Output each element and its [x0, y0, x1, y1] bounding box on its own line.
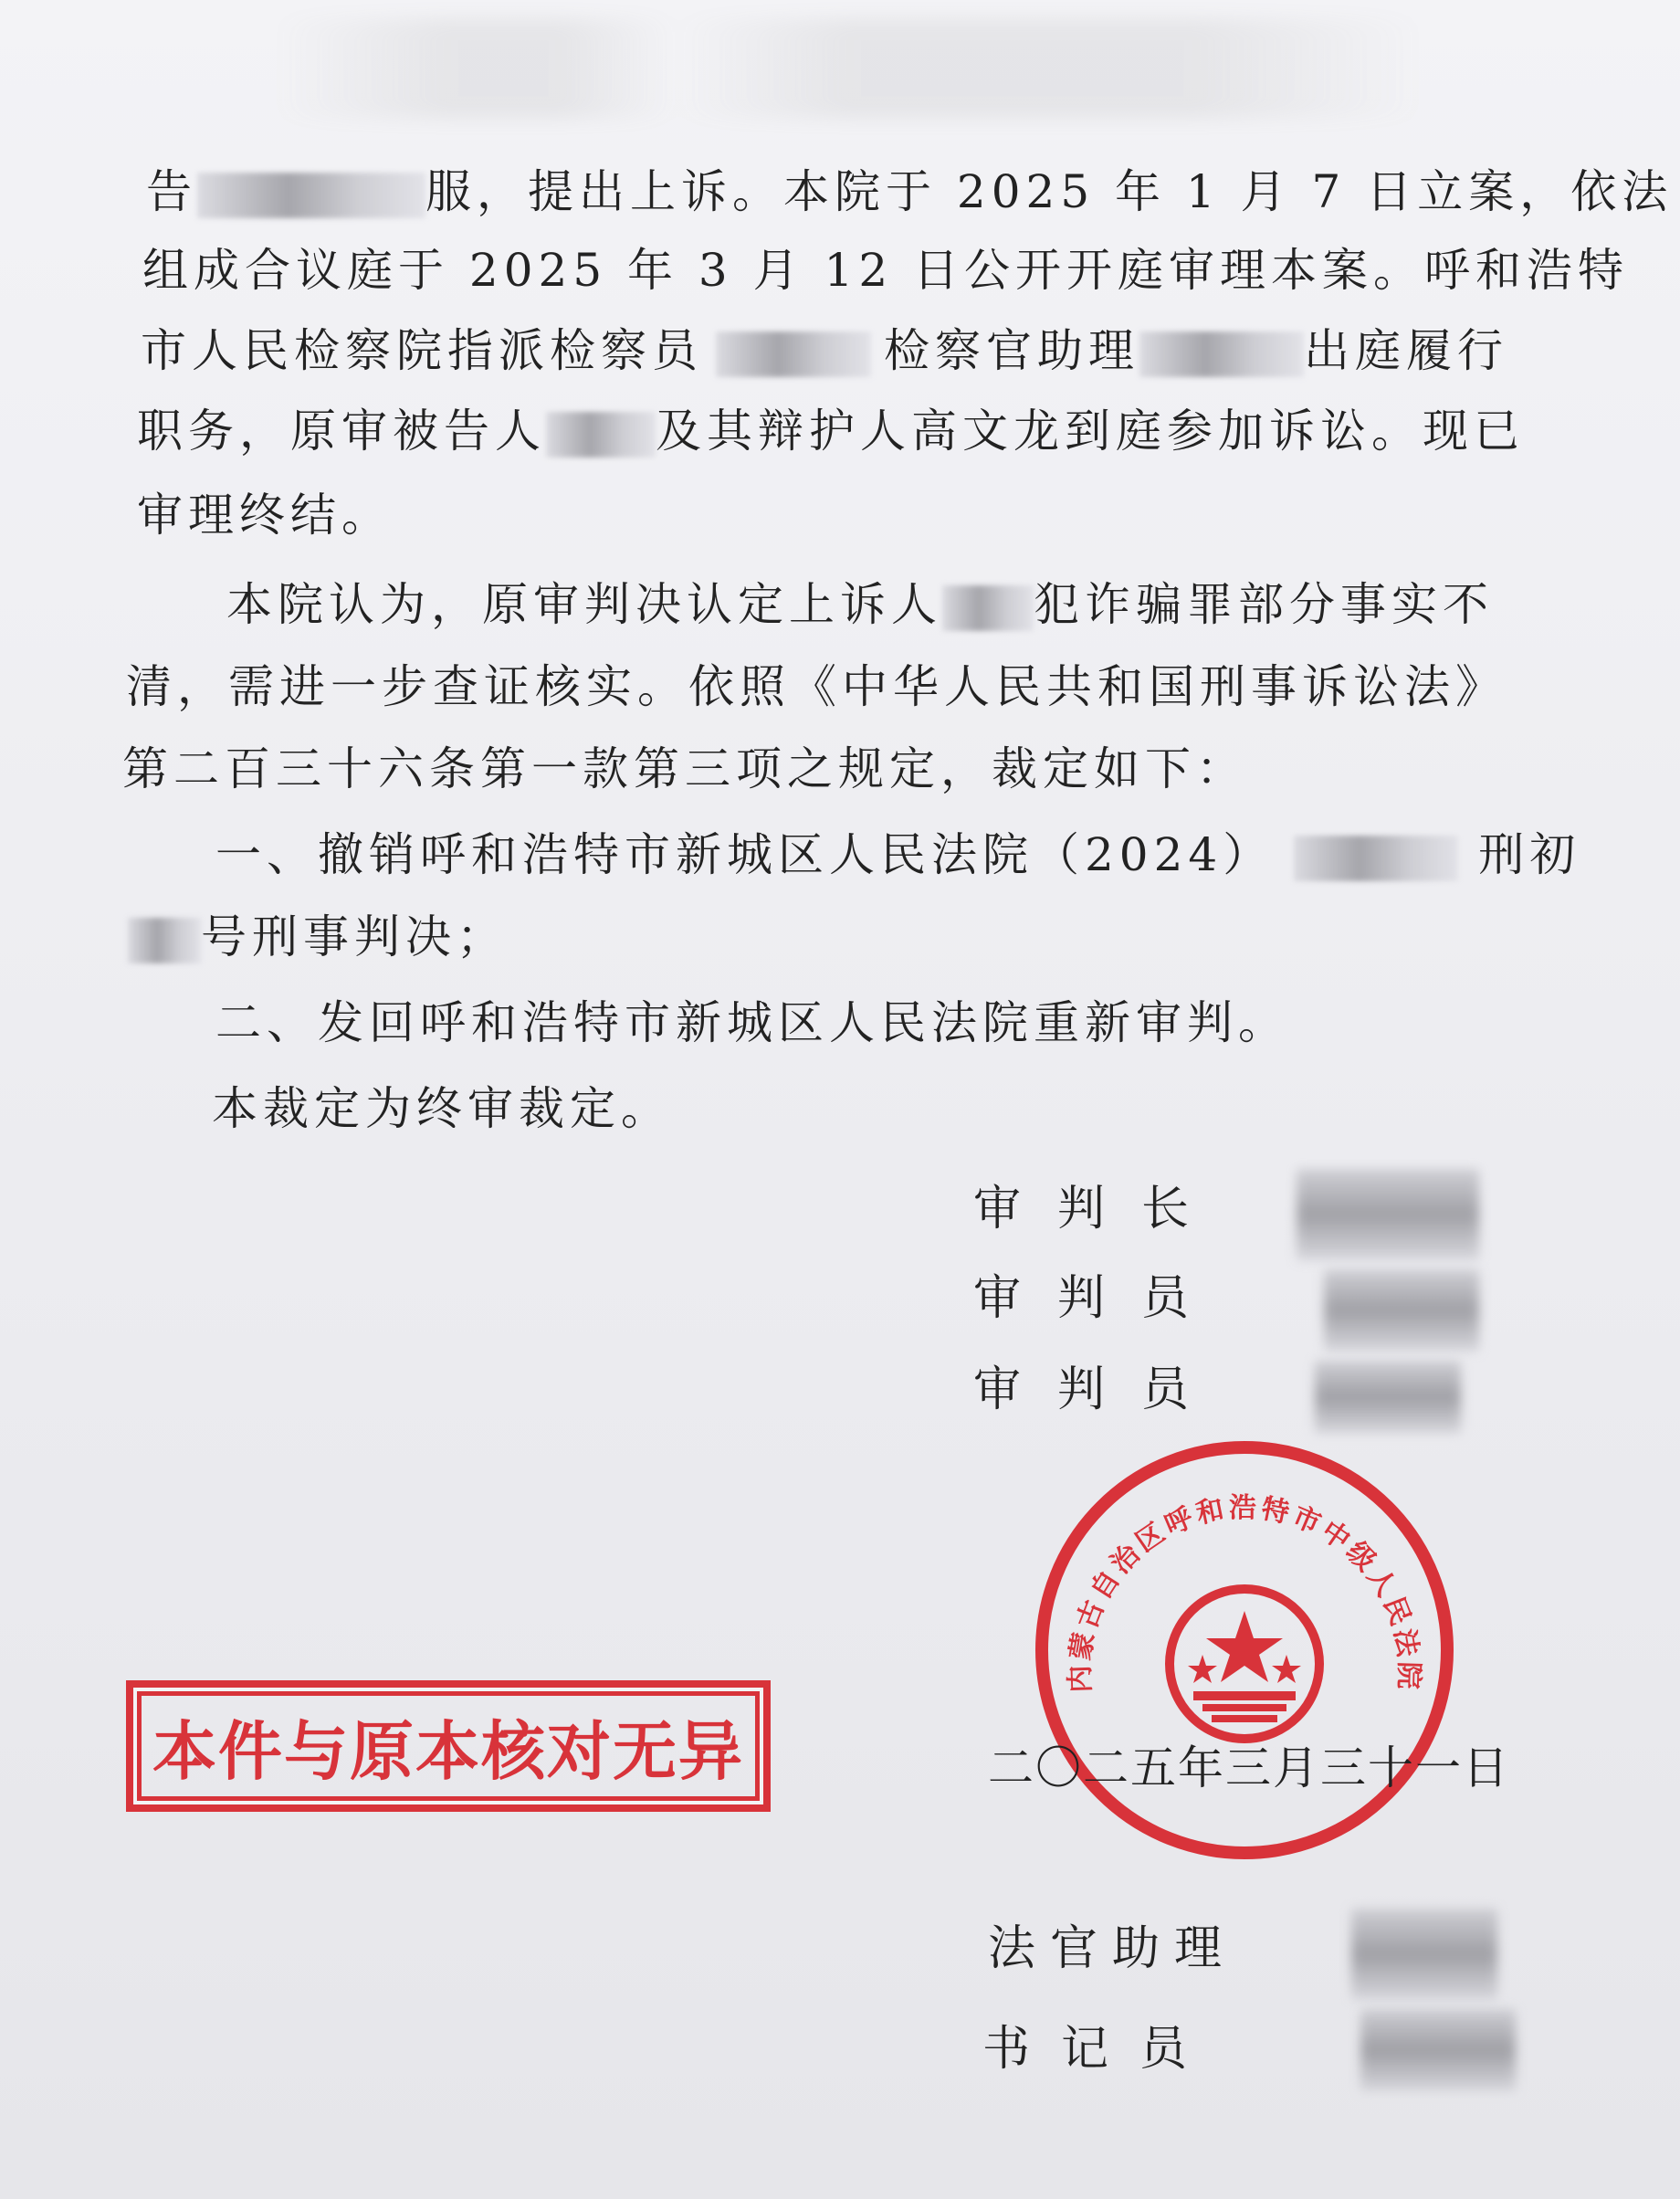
body-line-10 [128, 910, 508, 964]
redacted-signature [1297, 1169, 1479, 1260]
redacted-name [546, 412, 656, 458]
redacted-name [942, 585, 1034, 631]
certification-stamp-text: 本件与原本核对无异 [152, 1713, 744, 1789]
judge-2-label: 审判员 [973, 1363, 1226, 1417]
redacted-signature [1324, 1269, 1479, 1352]
text-segment: 犯诈骗罪部分事实不 [1034, 578, 1494, 631]
redacted-case-number [1294, 836, 1458, 881]
text-segment: 市人民检察院指派检察员 [141, 324, 703, 377]
text-segment: 出庭履行 [1304, 324, 1508, 377]
body-line-6 [226, 577, 1494, 632]
judge-1-label: 审判员 [973, 1271, 1226, 1326]
body-line-1 [146, 164, 1673, 219]
redacted-name [716, 331, 871, 377]
text-segment: 第二百三十六条第一款第三项之规定，裁定如下： [122, 742, 1247, 795]
letterhead-ghost [274, 18, 1424, 119]
text-segment: 组成合议庭于 2025 年 3 月 12 日公开开庭审理本案。呼和浩特 [142, 244, 1630, 297]
body-line-11 [215, 995, 1289, 1050]
text-segment: 及其辩护人高文龙到庭参加诉讼。现已 [656, 405, 1525, 458]
body-line-9 [215, 827, 1580, 882]
body-line-12 [212, 1081, 672, 1136]
text-segment: 检察官助理 [884, 324, 1139, 377]
redacted-case-number [128, 918, 201, 963]
body-line-4 [137, 404, 1525, 458]
text-segment: 号刑事判决； [201, 910, 508, 963]
redacted-name [1139, 331, 1304, 377]
body-line-7 [126, 659, 1507, 714]
body-line-2 [142, 243, 1629, 298]
redacted-signature [1315, 1361, 1461, 1434]
svg-text:内蒙古自治区呼和浩特市中级人民法院: 内蒙古自治区呼和浩特市中级人民法院 [1064, 1492, 1425, 1694]
chief-judge-label: 审判长 [973, 1182, 1226, 1236]
text-segment: 告 [146, 165, 197, 218]
text-segment: 职务，原审被告人 [137, 405, 546, 458]
clerk-label: 书记员 [982, 2022, 1219, 2077]
text-segment: 本院认为，原审判决认定上诉人 [226, 578, 942, 631]
body-line-5 [137, 488, 393, 542]
text-segment: 本裁定为终审裁定。 [212, 1082, 672, 1135]
certification-stamp [126, 1680, 771, 1812]
text-segment: 服，提出上诉。本院于 2025 年 1 月 7 日立案，依法 [425, 165, 1674, 218]
judgment-date: 二〇二五年三月三十一日 [988, 1741, 1510, 1794]
body-line-3 [141, 323, 1508, 378]
text-segment: 清，需进一步查证核实。依照《中华人民共和国刑事诉讼法》 [126, 660, 1507, 713]
redacted-signature [1360, 2009, 1516, 2091]
court-seal-icon [1030, 1436, 1459, 1865]
text-segment: 审理终结。 [137, 489, 393, 542]
judge-assistant-label: 法官助理 [988, 1921, 1237, 1976]
text-segment: 刑初 [1478, 828, 1581, 881]
redacted-signature [1351, 1909, 1497, 2000]
text-segment: 一、撤销呼和浩特市新城区人民法院（2024） [215, 828, 1275, 881]
redacted-name [197, 173, 425, 218]
body-line-8 [122, 742, 1247, 796]
text-segment: 二、发回呼和浩特市新城区人民法院重新审判。 [215, 996, 1289, 1049]
